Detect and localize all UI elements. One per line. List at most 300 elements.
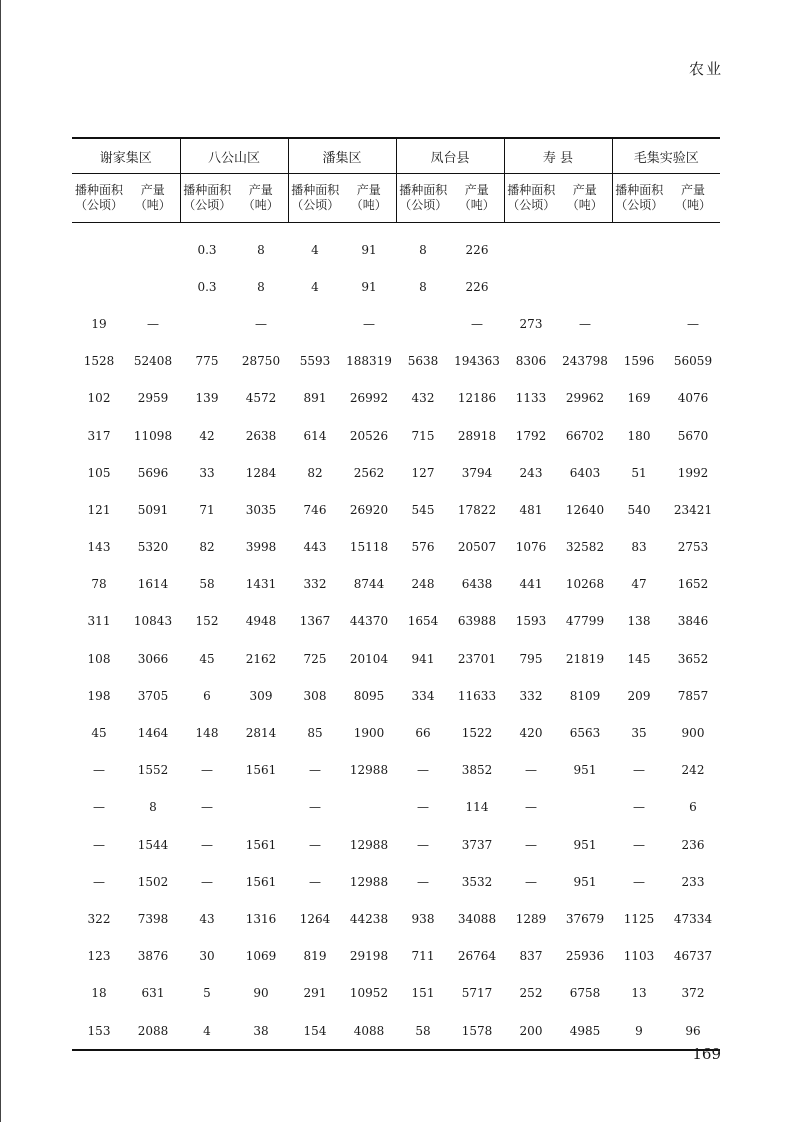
- output-cell: 1464: [137, 726, 169, 741]
- output-cell: [342, 789, 396, 826]
- table-row: [72, 826, 720, 863]
- sown-area-cell: —: [633, 874, 645, 889]
- table-row: [72, 975, 720, 1012]
- output-cell: 32582: [565, 540, 605, 555]
- header-line: 产量: [572, 183, 597, 197]
- sown-area-cell: 51: [631, 465, 647, 480]
- sown-area-cell: —: [417, 837, 429, 852]
- sown-area-cell: —: [201, 763, 213, 778]
- sown-area-cell: 139: [195, 391, 219, 406]
- sown-area-cell: 58: [415, 1023, 431, 1038]
- output-cell: 8109: [569, 688, 601, 703]
- output-cell: 6403: [569, 465, 601, 480]
- output-cell: 3846: [677, 614, 709, 629]
- output-cell: 37679: [565, 911, 605, 926]
- output-cell: 23421: [673, 502, 713, 517]
- output-cell: 4088: [353, 1023, 385, 1038]
- region-header: 毛集实验区: [612, 138, 720, 174]
- output-cell: 20104: [349, 651, 389, 666]
- table-row: [72, 268, 720, 305]
- sown-area-cell: 8: [419, 279, 427, 294]
- sown-area-cell: —: [525, 800, 537, 815]
- output-cell: 3652: [677, 651, 709, 666]
- header-line: （公顷）: [74, 198, 123, 212]
- sown-area-cell: 8: [419, 242, 427, 257]
- sown-area-cell: 614: [303, 428, 327, 443]
- output-cell: 12988: [349, 837, 389, 852]
- output-header: [126, 174, 180, 223]
- output-cell: —: [579, 316, 591, 331]
- output-cell: 29962: [565, 391, 605, 406]
- output-cell: 26992: [349, 391, 389, 406]
- table-row: [72, 305, 720, 342]
- sown-area-cell: 4: [311, 279, 319, 294]
- header-line: （吨）: [674, 198, 711, 212]
- table-row: [72, 380, 720, 417]
- sown-area-cell: 1103: [623, 949, 655, 964]
- sown-area-cell: —: [417, 800, 429, 815]
- header-line: 播种面积: [74, 183, 123, 197]
- sown-area-cell: 82: [307, 465, 323, 480]
- output-cell: 23701: [457, 651, 497, 666]
- header-line: 产量: [464, 183, 489, 197]
- sown-area-header: [180, 174, 234, 223]
- section-title: 农业: [688, 60, 723, 78]
- output-cell: 1992: [677, 465, 709, 480]
- sown-area-cell: 127: [411, 465, 435, 480]
- output-cell: 1069: [245, 949, 277, 964]
- sown-area-cell: 43: [199, 911, 215, 926]
- output-cell: 5696: [137, 465, 169, 480]
- sown-area-cell: 5593: [299, 354, 331, 369]
- sown-area-cell: 8306: [515, 354, 547, 369]
- output-cell: 2162: [245, 651, 277, 666]
- sown-area-cell: 18: [91, 986, 107, 1001]
- output-cell: 11098: [133, 428, 173, 443]
- data-table: [72, 137, 720, 1051]
- output-cell: 20507: [457, 540, 497, 555]
- sown-area-cell: 102: [87, 391, 111, 406]
- output-cell: 309: [249, 688, 273, 703]
- sown-area-cell: —: [93, 874, 105, 889]
- output-cell: 3035: [245, 502, 277, 517]
- sown-area-cell: 5638: [407, 354, 439, 369]
- sown-area-cell: 0.3: [197, 242, 217, 257]
- output-header: [666, 174, 720, 223]
- sown-area-cell: 58: [199, 577, 215, 592]
- output-cell: 226: [465, 279, 489, 294]
- sown-area-cell: 9: [635, 1023, 643, 1038]
- output-cell: 3532: [461, 874, 493, 889]
- output-cell: 66702: [565, 428, 605, 443]
- output-cell: 10843: [133, 614, 173, 629]
- sown-area-cell: 432: [411, 391, 435, 406]
- sown-area-cell: 1654: [407, 614, 439, 629]
- output-cell: 1900: [353, 726, 385, 741]
- sown-area-cell: [288, 305, 342, 342]
- output-cell: 12988: [349, 874, 389, 889]
- sown-area-cell: [180, 305, 234, 342]
- output-cell: —: [687, 316, 699, 331]
- table-body: [72, 223, 720, 1051]
- sown-area-cell: 243: [519, 465, 543, 480]
- output-cell: [558, 789, 612, 826]
- header-line: 产量: [140, 183, 165, 197]
- region-header: 潘集区: [288, 138, 396, 174]
- sown-area-cell: —: [525, 874, 537, 889]
- sown-area-cell: —: [417, 763, 429, 778]
- header-line: （公顷）: [399, 198, 448, 212]
- output-cell: 1552: [137, 763, 169, 778]
- sown-area-header: [288, 174, 342, 223]
- output-cell: 1614: [137, 577, 169, 592]
- sown-area-cell: 837: [519, 949, 543, 964]
- sown-area-cell: 152: [195, 614, 219, 629]
- output-cell: 20526: [349, 428, 389, 443]
- region-header: 寿 县: [504, 138, 612, 174]
- output-cell: 5670: [677, 428, 709, 443]
- sown-area-cell: 123: [87, 949, 111, 964]
- output-cell: 28750: [241, 354, 281, 369]
- table-row: [72, 566, 720, 603]
- output-cell: 56059: [673, 354, 713, 369]
- header-line: 播种面积: [507, 183, 556, 197]
- sown-area-cell: —: [201, 837, 213, 852]
- output-cell: 1544: [137, 837, 169, 852]
- header-line: （公顷）: [291, 198, 340, 212]
- sown-area-cell: —: [525, 763, 537, 778]
- output-cell: 1561: [245, 837, 277, 852]
- output-cell: 46737: [673, 949, 713, 964]
- output-cell: 12988: [349, 763, 389, 778]
- output-cell: 52408: [133, 354, 173, 369]
- output-cell: 188319: [346, 354, 392, 369]
- table-row: [72, 454, 720, 491]
- sown-area-cell: 45: [199, 651, 215, 666]
- output-cell: 1284: [245, 465, 277, 480]
- output-cell: 6563: [569, 726, 601, 741]
- region-header: 八公山区: [180, 138, 288, 174]
- output-header: [558, 174, 612, 223]
- output-cell: —: [471, 316, 483, 331]
- output-cell: 91: [361, 242, 377, 257]
- output-cell: 2088: [137, 1023, 169, 1038]
- output-cell: 4076: [677, 391, 709, 406]
- sown-area-cell: 1596: [623, 354, 655, 369]
- output-cell: 12640: [565, 502, 605, 517]
- output-cell: 236: [681, 837, 705, 852]
- sown-area-cell: —: [309, 763, 321, 778]
- output-cell: 3737: [461, 837, 493, 852]
- sown-area-cell: 200: [519, 1023, 543, 1038]
- header-line: （吨）: [134, 198, 171, 212]
- output-cell: 1652: [677, 577, 709, 592]
- table-row: [72, 223, 720, 269]
- table-row: [72, 529, 720, 566]
- output-cell: 8: [149, 800, 157, 815]
- output-cell: 2959: [137, 391, 169, 406]
- sown-area-cell: 71: [199, 502, 215, 517]
- output-cell: 243798: [562, 354, 608, 369]
- table-row: [72, 677, 720, 714]
- sown-area-cell: —: [417, 874, 429, 889]
- sown-area-cell: 85: [307, 726, 323, 741]
- sown-area-cell: 576: [411, 540, 435, 555]
- sown-area-cell: 332: [303, 577, 327, 592]
- page-number: 169: [692, 1045, 721, 1063]
- output-cell: 21819: [565, 651, 605, 666]
- output-cell: 3705: [137, 688, 169, 703]
- header-line: （公顷）: [183, 198, 232, 212]
- output-cell: 951: [573, 874, 597, 889]
- output-cell: 194363: [454, 354, 500, 369]
- sown-area-cell: 775: [195, 354, 219, 369]
- output-cell: 1522: [461, 726, 493, 741]
- output-cell: 44370: [349, 614, 389, 629]
- sown-area-cell: 252: [519, 986, 543, 1001]
- sown-area-cell: [612, 305, 666, 342]
- output-cell: 1431: [245, 577, 277, 592]
- sown-area-cell: 1125: [623, 911, 655, 926]
- sown-area-cell: 420: [519, 726, 543, 741]
- sown-area-cell: —: [309, 874, 321, 889]
- sown-area-cell: 19: [91, 316, 107, 331]
- output-cell: 4572: [245, 391, 277, 406]
- header-line: 产量: [356, 183, 381, 197]
- region-header: 凤台县: [396, 138, 504, 174]
- output-cell: 631: [141, 986, 165, 1001]
- header-line: （吨）: [242, 198, 279, 212]
- sown-area-cell: 35: [631, 726, 647, 741]
- sown-area-cell: 322: [87, 911, 111, 926]
- sown-area-cell: 938: [411, 911, 435, 926]
- output-cell: —: [363, 316, 375, 331]
- output-cell: [666, 268, 720, 305]
- output-cell: 3998: [245, 540, 277, 555]
- output-cell: 8744: [353, 577, 385, 592]
- sown-area-cell: —: [633, 763, 645, 778]
- sown-area-cell: —: [201, 800, 213, 815]
- output-cell: 5320: [137, 540, 169, 555]
- output-cell: [666, 223, 720, 269]
- sown-area-cell: 725: [303, 651, 327, 666]
- sown-area-cell: 148: [195, 726, 219, 741]
- output-cell: [558, 268, 612, 305]
- sown-area-cell: 795: [519, 651, 543, 666]
- output-cell: 226: [465, 242, 489, 257]
- sown-area-cell: 1289: [515, 911, 547, 926]
- output-cell: 6: [689, 800, 697, 815]
- sown-area-header: [396, 174, 450, 223]
- output-cell: 1578: [461, 1023, 493, 1038]
- sown-area-cell: 941: [411, 651, 435, 666]
- header-line: （公顷）: [615, 198, 664, 212]
- output-cell: 11633: [457, 688, 497, 703]
- sown-area-cell: 169: [627, 391, 651, 406]
- sown-area-cell: 138: [627, 614, 651, 629]
- sown-area-cell: 145: [627, 651, 651, 666]
- output-cell: 242: [681, 763, 705, 778]
- output-cell: 91: [361, 279, 377, 294]
- output-cell: 2753: [677, 540, 709, 555]
- sown-area-cell: [504, 268, 558, 305]
- sown-area-cell: [72, 268, 126, 305]
- header-line: （吨）: [458, 198, 495, 212]
- sown-area-cell: 153: [87, 1023, 111, 1038]
- sown-area-cell: 1076: [515, 540, 547, 555]
- header-line: （公顷）: [507, 198, 556, 212]
- sown-area-cell: 891: [303, 391, 327, 406]
- table-row: [72, 603, 720, 640]
- region-header: 谢家集区: [72, 138, 180, 174]
- sown-area-cell: —: [93, 763, 105, 778]
- output-header: [342, 174, 396, 223]
- sown-area-cell: 311: [87, 614, 111, 629]
- output-cell: 96: [685, 1023, 701, 1038]
- sown-area-cell: 308: [303, 688, 327, 703]
- sown-area-cell: [612, 223, 666, 269]
- output-cell: 8: [257, 242, 265, 257]
- sown-area-cell: 4: [311, 242, 319, 257]
- sown-area-cell: 334: [411, 688, 435, 703]
- sown-area-cell: 105: [87, 465, 111, 480]
- sown-area-cell: 4: [203, 1023, 211, 1038]
- sown-area-cell: 248: [411, 577, 435, 592]
- table-row: [72, 789, 720, 826]
- sown-area-cell: 30: [199, 949, 215, 964]
- output-cell: 26920: [349, 502, 389, 517]
- output-cell: 4948: [245, 614, 277, 629]
- sown-area-cell: —: [93, 837, 105, 852]
- sown-area-header: [504, 174, 558, 223]
- sown-area-cell: 47: [631, 577, 647, 592]
- sown-area-cell: —: [633, 837, 645, 852]
- sown-area-cell: [396, 305, 450, 342]
- table-row: [72, 491, 720, 528]
- output-cell: 8: [257, 279, 265, 294]
- sown-area-cell: 209: [627, 688, 651, 703]
- output-cell: [126, 223, 180, 269]
- header-line: 产量: [680, 183, 705, 197]
- output-cell: 12186: [457, 391, 497, 406]
- output-cell: 951: [573, 763, 597, 778]
- sown-area-cell: 1367: [299, 614, 331, 629]
- output-cell: 3066: [137, 651, 169, 666]
- sown-area-cell: 78: [91, 577, 107, 592]
- header-line: 播种面积: [291, 183, 340, 197]
- sown-area-cell: 441: [519, 577, 543, 592]
- output-cell: 15118: [349, 540, 389, 555]
- sown-area-cell: 819: [303, 949, 327, 964]
- sown-area-cell: 42: [199, 428, 215, 443]
- table-row: [72, 752, 720, 789]
- sown-area-cell: [72, 223, 126, 269]
- sown-area-cell: 291: [303, 986, 327, 1001]
- sown-area-cell: 66: [415, 726, 431, 741]
- table-header: [72, 138, 720, 223]
- table-footer-rule: [72, 1050, 720, 1051]
- table-row: [72, 1012, 720, 1050]
- output-header: [450, 174, 504, 223]
- output-cell: [234, 789, 288, 826]
- header-line: 产量: [248, 183, 273, 197]
- sown-area-cell: —: [525, 837, 537, 852]
- output-cell: [558, 223, 612, 269]
- output-cell: —: [147, 316, 159, 331]
- table-row: [72, 863, 720, 900]
- output-cell: 8095: [353, 688, 385, 703]
- output-cell: 2814: [245, 726, 277, 741]
- sown-area-cell: —: [309, 800, 321, 815]
- output-cell: 114: [465, 800, 489, 815]
- output-cell: 4985: [569, 1023, 601, 1038]
- output-cell: 372: [681, 986, 705, 1001]
- sown-area-cell: 154: [303, 1023, 327, 1038]
- sown-area-cell: 1264: [299, 911, 331, 926]
- output-cell: 2562: [353, 465, 385, 480]
- sown-area-cell: 0.3: [197, 279, 217, 294]
- sown-area-cell: 5: [203, 986, 211, 1001]
- sown-area-cell: —: [201, 874, 213, 889]
- output-cell: 7857: [677, 688, 709, 703]
- table-row: [72, 640, 720, 677]
- sown-area-header: [612, 174, 666, 223]
- sown-area-cell: 151: [411, 986, 435, 1001]
- output-cell: 3876: [137, 949, 169, 964]
- output-cell: 90: [253, 986, 269, 1001]
- output-cell: 5091: [137, 502, 169, 517]
- sown-area-cell: 83: [631, 540, 647, 555]
- output-cell: 6438: [461, 577, 493, 592]
- header-line: 播种面积: [615, 183, 664, 197]
- sown-area-cell: 273: [519, 316, 543, 331]
- output-cell: 7398: [137, 911, 169, 926]
- output-cell: 3794: [461, 465, 493, 480]
- sown-area-cell: 143: [87, 540, 111, 555]
- sown-area-cell: 13: [631, 986, 647, 1001]
- output-cell: 1561: [245, 874, 277, 889]
- unit-header-row: [72, 174, 720, 223]
- sown-area-cell: 180: [627, 428, 651, 443]
- table-row: [72, 714, 720, 751]
- sown-area-cell: 82: [199, 540, 215, 555]
- sown-area-cell: 746: [303, 502, 327, 517]
- sown-area-cell: —: [309, 837, 321, 852]
- region-header-row: [72, 138, 720, 174]
- output-cell: 47799: [565, 614, 605, 629]
- output-cell: 900: [681, 726, 705, 741]
- sown-area-cell: 33: [199, 465, 215, 480]
- table-row: [72, 417, 720, 454]
- output-cell: —: [255, 316, 267, 331]
- sown-area-cell: 1593: [515, 614, 547, 629]
- output-cell: 25936: [565, 949, 605, 964]
- output-cell: 17822: [457, 502, 497, 517]
- output-cell: 951: [573, 837, 597, 852]
- sown-area-cell: 108: [87, 651, 111, 666]
- output-cell: [126, 268, 180, 305]
- sown-area-cell: 481: [519, 502, 543, 517]
- sown-area-cell: 545: [411, 502, 435, 517]
- output-cell: 38: [253, 1023, 269, 1038]
- table-row: [72, 900, 720, 937]
- sown-area-cell: 317: [87, 428, 111, 443]
- sown-area-cell: 45: [91, 726, 107, 741]
- sown-area-cell: 711: [411, 949, 435, 964]
- output-cell: 1316: [245, 911, 277, 926]
- output-header: [234, 174, 288, 223]
- output-cell: 6758: [569, 986, 601, 1001]
